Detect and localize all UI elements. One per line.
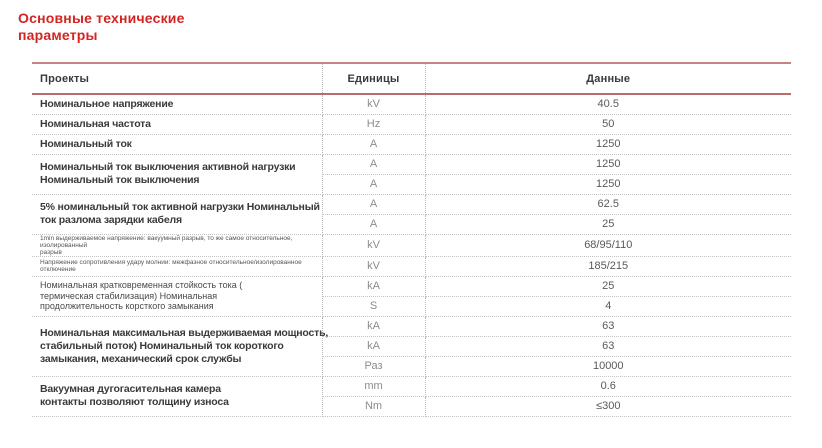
page-title: Основные технические параметры <box>18 10 185 43</box>
table-row <box>32 194 791 214</box>
value-cell: 1250 <box>425 134 791 154</box>
value-cell: 1250 <box>425 174 791 194</box>
table-row <box>32 134 791 154</box>
table-row <box>32 234 791 256</box>
param-label: Вакуумная дугогасительная камера контакты позволяют толщину износа <box>32 376 322 416</box>
unit-cell: A <box>322 214 425 234</box>
table-row <box>32 376 791 396</box>
value-cell: 63 <box>425 336 791 356</box>
column-header-project: Проекты <box>32 63 322 94</box>
unit-cell: kA <box>322 316 425 336</box>
header-row <box>32 63 791 94</box>
unit-cell: A <box>322 194 425 214</box>
unit-cell: kA <box>322 276 425 296</box>
table-row <box>32 94 791 114</box>
param-label: Номинальная кратковременная стойкость тока ( термическая стабилизация) Номинальная продолжительность корсткого замыкания <box>32 276 322 316</box>
param-label: Напряжение сопротивления удару молнии: межфазное относительное/изолированное отключение <box>32 256 322 276</box>
value-cell: 62.5 <box>425 194 791 214</box>
spec-table <box>32 62 791 417</box>
unit-cell: kV <box>322 256 425 276</box>
value-cell: 185/215 <box>425 256 791 276</box>
param-label: Номинальная максимальная выдерживаемая мощность, стабильный поток) Номинальный ток короткого замыкания, механический срок службы <box>32 316 322 376</box>
table-row <box>32 276 791 296</box>
table-row <box>32 256 791 276</box>
unit-cell: S <box>322 296 425 316</box>
param-label: Номинальный ток <box>32 134 322 154</box>
value-cell: 0.6 <box>425 376 791 396</box>
unit-cell: Hz <box>322 114 425 134</box>
value-cell: 10000 <box>425 356 791 376</box>
value-cell: 4 <box>425 296 791 316</box>
param-label: 1min выдерживаемое напряжение: вакуумный разрыв, то же самое относительное, изолированный разрыв <box>32 234 322 256</box>
unit-cell: kA <box>322 336 425 356</box>
table-row <box>32 154 791 174</box>
param-label: Номинальный ток выключения активной нагрузки Номинальный ток выключения <box>32 154 322 194</box>
value-cell: 1250 <box>425 154 791 174</box>
column-header-data: Данные <box>425 63 791 94</box>
unit-cell: Nm <box>322 396 425 416</box>
unit-cell: Раз <box>322 356 425 376</box>
unit-cell: A <box>322 154 425 174</box>
param-label: 5% номинальный ток активной нагрузки Номинальный ток разлома зарядки кабеля <box>32 194 322 234</box>
value-cell: 40.5 <box>425 94 791 114</box>
unit-cell: mm <box>322 376 425 396</box>
value-cell: ≤300 <box>425 396 791 416</box>
value-cell: 63 <box>425 316 791 336</box>
value-cell: 25 <box>425 214 791 234</box>
unit-cell: A <box>322 174 425 194</box>
column-header-units: Единицы <box>322 63 425 94</box>
value-cell: 68/95/110 <box>425 234 791 256</box>
unit-cell: A <box>322 134 425 154</box>
param-label: Номинальное напряжение <box>32 94 322 114</box>
unit-cell: kV <box>322 94 425 114</box>
unit-cell: kV <box>322 234 425 256</box>
table-row <box>32 316 791 336</box>
value-cell: 25 <box>425 276 791 296</box>
table-row <box>32 114 791 134</box>
value-cell: 50 <box>425 114 791 134</box>
param-label: Номинальная частота <box>32 114 322 134</box>
